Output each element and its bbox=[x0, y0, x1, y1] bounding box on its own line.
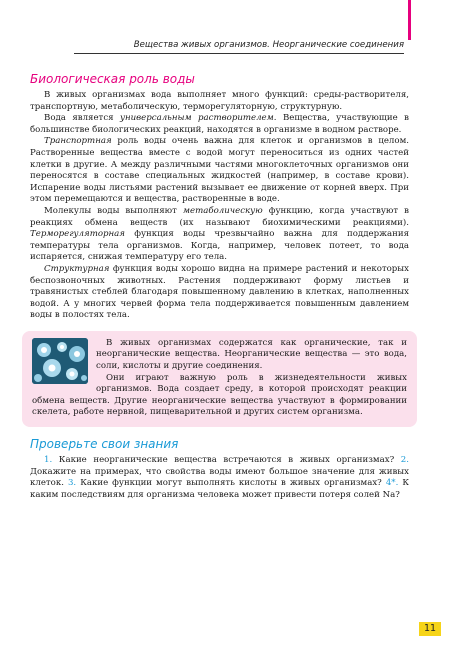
term-metabolic: метаболическую bbox=[182, 205, 263, 216]
text-span: функция воды чрезвычайно важна для поддержания температуры тела организмов. Когда, например, человек потеет, то вода испаряется, снижая температуру его тела. bbox=[30, 229, 409, 263]
term-thermoregulatory: Терморегуляторная bbox=[30, 229, 125, 240]
paragraph-structural bbox=[30, 264, 409, 322]
paragraph-metabolic bbox=[30, 206, 409, 264]
term-transport: Транспортная bbox=[44, 136, 112, 147]
section-title: Биологическая роль воды bbox=[30, 72, 195, 86]
question-number-2: 2. bbox=[400, 455, 409, 466]
box-paragraph-2: Они играют важную роль в жизнедеятельности живых организмов. Вода создает среду, в которой происходят реакции обмена веществ. Другие неорганические вещества участвуют в формировании скелета, работе нервной, пищеварительной и других систем организма. bbox=[32, 372, 407, 418]
question-text-2: Докажите на примерах, что свойства воды имеют большое значение для живых клеток. bbox=[30, 466, 409, 489]
question-number-4: 4*. bbox=[385, 478, 399, 489]
text-span: функцию, когда участвуют в реакциях обмена веществ (их называют биохимическими реакциями). bbox=[30, 205, 409, 228]
paragraph-functions: В живых организмах вода выполняет много функций: среды-растворителя, транспортную, метаболическую, терморегуляторную, структурную. bbox=[30, 90, 409, 112]
paragraph-solvent bbox=[30, 113, 409, 136]
text-span: Вода является bbox=[44, 113, 120, 124]
page-number: 11 bbox=[419, 622, 441, 636]
text-span: Молекулы воды выполняют bbox=[44, 205, 183, 216]
text-span: функция воды хорошо видна на примере растений и некоторых беспозвоночных животных. Растения поддерживают форму листьев и травянистых стеблей благодаря повышенному давлению в клетках, наполненных водой. А у многих червей форма тела поддерживается повышенным давлением воды в полостях тела. bbox=[30, 263, 409, 321]
water-molecules-image bbox=[32, 338, 88, 384]
decorative-pink-bar bbox=[408, 0, 411, 40]
text-span: роль воды очень важна для клеток и организмов в целом. Растворенные вещества вместе с водой могут переноситься из одних частей клетки в другие. А между различными частями многоклеточных организмов они переносятся в составе специальных жидкостей (например, в составе крови). Испарение воды листьями растений вызывает ее движение от корней вверх. При этом перемещаются и вещества, растворенные в воде. bbox=[30, 136, 409, 205]
water-molecules-icon bbox=[32, 338, 88, 384]
page-content bbox=[30, 62, 409, 501]
question-number-3: 3. bbox=[67, 478, 77, 489]
text-span: . Вещества, участвующие в большинстве биологических реакций, находятся в организме в водном растворе. bbox=[30, 113, 409, 135]
question-text-1: Какие неорганические вещества встречаются в живых организмах? bbox=[52, 455, 401, 466]
running-header: Вещества живых организмов. Неорганические соединения bbox=[74, 40, 404, 54]
question-text-3: Какие функции могут выполнять кислоты в живых организмах? bbox=[76, 478, 386, 489]
question-text-4: К каким последствиям для организма человека может привести потеря солей Na? bbox=[30, 478, 409, 500]
term-structural: Структурная bbox=[44, 263, 110, 274]
check-knowledge-title: Проверьте свои знания bbox=[30, 437, 179, 452]
question-number-1: 1. bbox=[44, 455, 53, 466]
questions-block bbox=[30, 455, 409, 501]
paragraph-transport bbox=[30, 136, 409, 206]
box-paragraph-1: В живых организмах содержатся как органические, так и неорганические вещества. Неорганические вещества — это вода, соли, кислоты и другие соединения. bbox=[96, 337, 407, 372]
summary-box bbox=[22, 331, 417, 427]
term-universal-solvent: универсальным растворителем bbox=[119, 113, 274, 124]
